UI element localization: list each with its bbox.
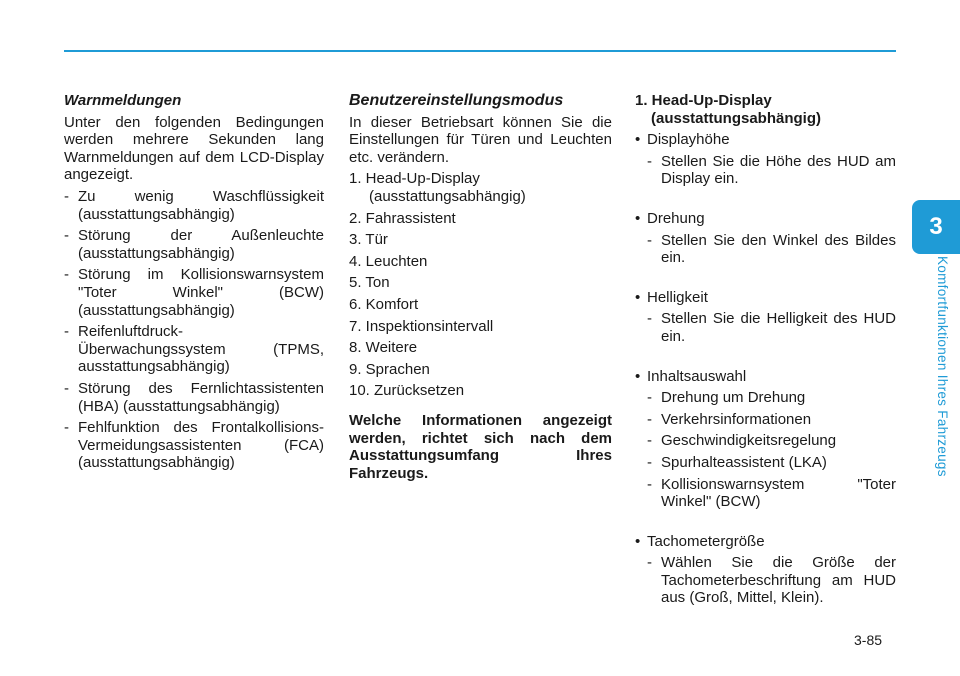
list-item: 1. Head-Up-Display (ausstattungsabhängig) bbox=[349, 170, 526, 205]
bullet-icon: • bbox=[635, 209, 641, 227]
list-item: 5. Ton bbox=[349, 274, 390, 292]
list-item: 6. Komfort bbox=[349, 295, 419, 313]
page-number: 3-85 bbox=[854, 632, 883, 648]
section-heading: Warnmeldungen bbox=[64, 92, 182, 109]
setting-group bbox=[635, 289, 896, 346]
bullet-icon: • bbox=[635, 367, 641, 385]
bullet-icon: • bbox=[635, 131, 641, 149]
setting-title: • Inhaltsauswahl bbox=[635, 367, 747, 385]
setting-group bbox=[635, 368, 896, 511]
list-item: - Störung der Außenleuchte (ausstattungsabhängig) bbox=[64, 227, 324, 262]
equipment-note: Welche Informationen angezeigt werden, richtet sich nach dem Ausstattungsumfang Ihres Fahrzeugs. bbox=[349, 411, 612, 482]
list-item: - Stellen Sie die Höhe des HUD am Display ein. bbox=[647, 152, 896, 188]
bullet-icon: • bbox=[635, 532, 641, 550]
chapter-tab bbox=[912, 200, 960, 254]
setting-title: • Drehung bbox=[635, 209, 705, 227]
list-item: - Störung im Kollisionswarnsystem "Toter Winkel" (BCW) (ausstattungsabhängig) bbox=[64, 266, 324, 319]
list-item: - Reifenluftdruck-Überwachungssystem (TPMS, ausstattungsabhängig) bbox=[64, 323, 324, 376]
list-item: - Störung des Fernlichtassistenten (HBA) (ausstattungsabhängig) bbox=[64, 379, 324, 415]
setting-group bbox=[635, 131, 896, 188]
section-heading: 1. Head-Up-Display (ausstattungsabhängig) bbox=[635, 92, 822, 127]
list-item: - Kollisionswarnsystem "Toter Winkel" (BCW) bbox=[647, 475, 896, 511]
intro-paragraph: Unter den folgenden Bedingungen werden mehrere Sekunden lang Warnmeldungen auf dem LCD-Display angezeigt. bbox=[64, 113, 324, 184]
list-item: - Geschwindigkeitsregelung bbox=[647, 432, 837, 450]
list-item: 9. Sprachen bbox=[349, 360, 430, 378]
top-rule bbox=[64, 50, 896, 52]
list-item: - Verkehrsinformationen bbox=[647, 410, 812, 428]
list-item: 10. Zurücksetzen bbox=[349, 382, 465, 400]
list-item: - Stellen Sie die Helligkeit des HUD ein. bbox=[647, 310, 896, 345]
setting-title: • Tachometergröße bbox=[635, 532, 765, 550]
intro-paragraph: In dieser Betriebsart können Sie die Einstellungen für Türen und Leuchten etc. verändern. bbox=[349, 113, 612, 166]
column-benutzereinstellungsmodus bbox=[349, 92, 612, 482]
list-item: 3. Tür bbox=[349, 231, 388, 249]
list-item: 8. Weitere bbox=[349, 339, 418, 357]
section-heading: Benutzereinstellungsmodus bbox=[349, 92, 564, 109]
column-head-up-display bbox=[635, 92, 896, 629]
chapter-number: 3 bbox=[929, 213, 943, 240]
list-item: 7. Inspektionsintervall bbox=[349, 317, 494, 335]
warning-list bbox=[64, 188, 324, 472]
list-item: - Zu wenig Waschflüssigkeit (ausstattungsabhängig) bbox=[64, 187, 324, 223]
menu-list bbox=[349, 170, 612, 400]
bullet-icon: • bbox=[635, 288, 641, 306]
list-item: - Fehlfunktion des Frontalkollisions-Vermeidungsassistenten (FCA) (ausstattungsabhängig) bbox=[64, 419, 324, 472]
setting-title: • Displayhöhe bbox=[635, 131, 730, 149]
list-item: 4. Leuchten bbox=[349, 252, 428, 270]
chapter-title: Komfortfunktionen Ihres Fahrzeugs bbox=[935, 256, 950, 477]
list-item: 2. Fahrassistent bbox=[349, 209, 456, 227]
column-warnmeldungen bbox=[64, 92, 324, 476]
setting-group bbox=[635, 533, 896, 607]
setting-group bbox=[635, 210, 896, 267]
list-item: - Stellen Sie den Winkel des Bildes ein. bbox=[647, 231, 896, 267]
list-item: - Wählen Sie die Größe der Tachometerbeschriftung am HUD aus (Groß, Mittel, Klein). bbox=[647, 554, 896, 607]
list-item: - Spurhalteassistent (LKA) bbox=[647, 453, 827, 471]
setting-title: • Helligkeit bbox=[635, 288, 708, 306]
list-item: - Drehung um Drehung bbox=[647, 389, 806, 407]
